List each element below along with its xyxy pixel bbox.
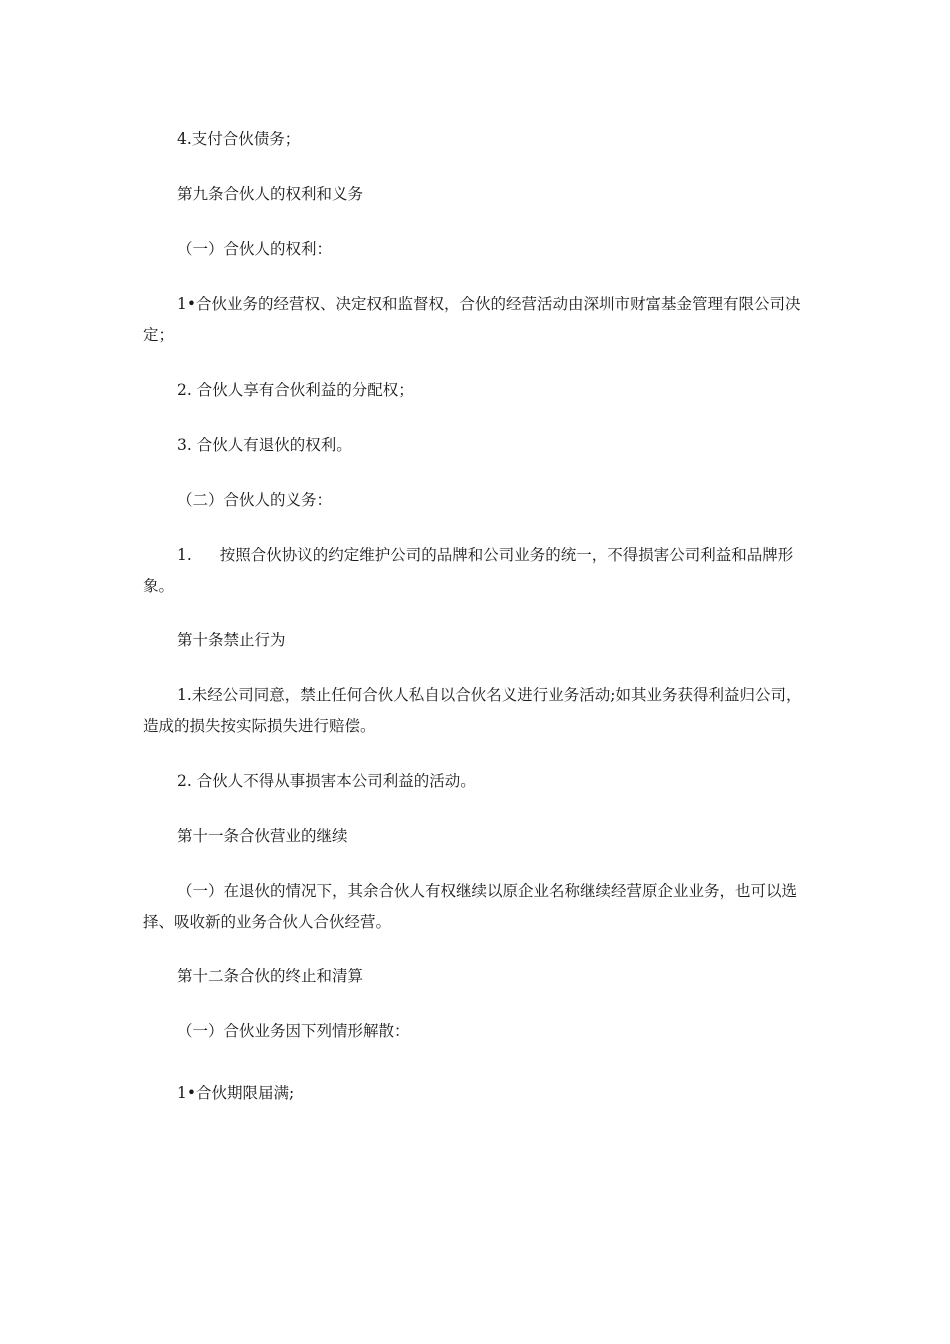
paragraph-duties-item-1 — [143, 540, 811, 602]
paragraph-prohibited-item-2: 2. 合伙人不得从事损害本公司利益的活动。 — [177, 772, 476, 790]
duty-item-number: 1. — [177, 546, 192, 564]
heading-article-11: 第十一条合伙营业的继续 — [177, 827, 348, 845]
heading-article-9: 第九条合伙人的权利和义务 — [177, 185, 364, 203]
paragraph-pay-debts: 4.支付合伙债务； — [177, 130, 301, 148]
paragraph-rights-item-2: 2. 合伙人享有合伙利益的分配权； — [177, 381, 414, 399]
duty-item-text: 按照合伙协议的约定维护公司的品牌和公司业务的统一，不得损害公司利益和品牌形象。 — [143, 546, 794, 595]
paragraph-continuation-item-1: （一）在退伙的情况下，其余合伙人有权继续以原企业名称继续经营原企业业务，也可以选择、吸收新的业务合伙人合伙经营。 — [143, 882, 798, 931]
paragraph-dissolution-item-1: 1•合伙期限届满; — [177, 1084, 295, 1102]
heading-article-12: 第十二条合伙的终止和清算 — [177, 967, 364, 985]
paragraph-rights-item-1: 1•合伙业务的经营权、决定权和监督权，合伙的经营活动由深圳市财富基金管理有限公司决定； — [143, 295, 801, 344]
paragraph-rights-item-3: 3. 合伙人有退伙的权利。 — [177, 436, 352, 454]
subheading-partner-duties: （二）合伙人的义务： — [177, 491, 333, 509]
subheading-partner-rights: （一）合伙人的权利： — [177, 240, 333, 258]
paragraph-prohibited-item-1: 1.未经公司同意，禁止任何合伙人私自以合伙名义进行业务活动;如其业务获得利益归公司，造成的损失按实际损失进行赔偿。 — [143, 686, 802, 735]
subheading-dissolution: （一）合伙业务因下列情形解散： — [177, 1022, 410, 1040]
heading-article-10: 第十条禁止行为 — [177, 631, 286, 649]
